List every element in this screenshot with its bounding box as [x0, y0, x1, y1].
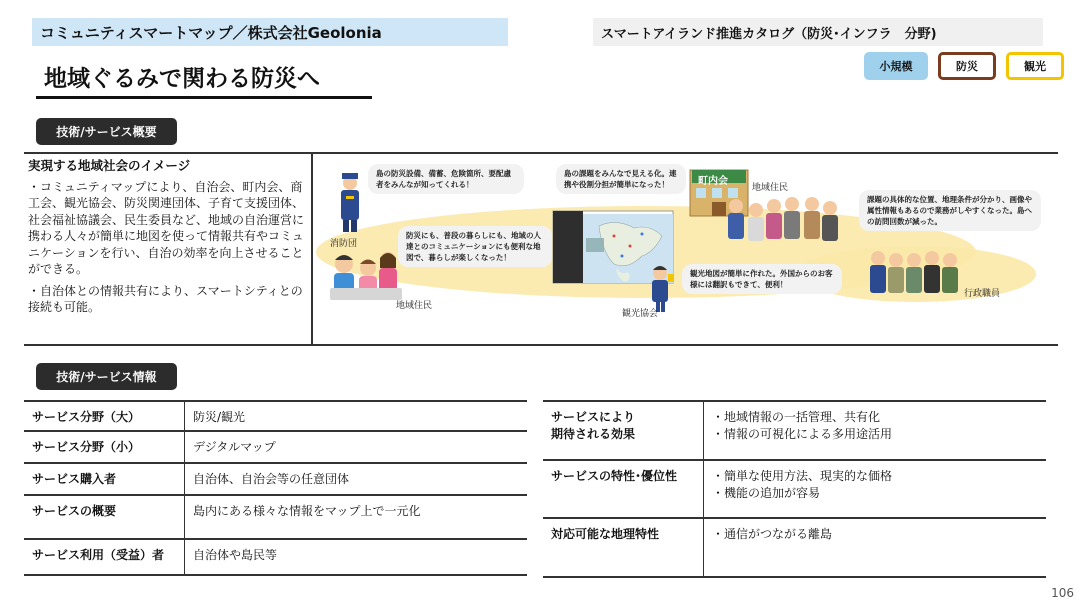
fire-brigade-label: 消防団 — [330, 239, 358, 249]
row-key: サービスの概要 — [32, 504, 117, 518]
town-hall-sign: 町内会 — [698, 176, 728, 187]
row-key: サービス分野（小） — [32, 440, 141, 454]
table-row — [24, 464, 527, 494]
info-section-label: 技術/サービス情報 — [36, 363, 177, 390]
row-key: サービス分野（大） — [32, 410, 141, 424]
firefighter-figure — [341, 173, 359, 232]
overview-heading: 実現する地域社会のイメージ — [28, 158, 191, 173]
row-value: 自治体、自治会等の任意団体 — [184, 464, 527, 495]
tag-small-scale: 小規模 — [864, 52, 928, 80]
speech-bubble: 島の防災設備、備蓄、危険箇所、要配慮者をみんなが知ってくれる！ — [368, 164, 524, 194]
row-key: サービスの特性･優位性 — [551, 469, 678, 483]
overview-bullet: ・コミュニティマップにより、自治会、町内会、商工会、観光協会、防災関連団体、子育て支援団体、社会福祉協議会、民生委員など、地域の自治運営に携わる人々が簡単に地図を使って情報共有やコミュニケーションを行い、自治の効率を向上させることができる。 — [28, 179, 305, 276]
tag-disaster-prevention: 防災 — [938, 52, 996, 80]
row-value: ・地域情報の一括管理、共有化 ・情報の可視化による多用途活用 — [703, 402, 1046, 459]
tag-tourism: 観光 — [1006, 52, 1064, 80]
row-value: デジタルマップ — [184, 432, 527, 463]
row-value: 島内にある様々な情報をマップ上で一元化 — [184, 496, 527, 538]
row-key: サービス利用（受益）者 — [32, 548, 165, 562]
row-key: 対応可能な地理特性 — [551, 527, 660, 541]
row-value: 自治体や島民等 — [184, 540, 527, 574]
page-title: 地域ぐるみで関わる防災へ — [44, 66, 320, 92]
overview-section-label: 技術/サービス概要 — [36, 118, 177, 145]
speech-bubble: 防災にも、普段の暮らしにも、地域の人達とのコミュニケーションにも便利な地図で、暮らしが楽しくなった！ — [398, 226, 552, 267]
table-row — [543, 402, 1046, 459]
table-row — [543, 461, 1046, 517]
page-number: 106 — [1051, 586, 1074, 600]
service-info-table-left — [24, 400, 527, 576]
company-banner: コミュニティスマートマップ／株式会社Geolonia — [32, 18, 508, 46]
table-row — [543, 519, 1046, 576]
row-value: 防災/観光 — [184, 402, 527, 432]
table-row — [24, 540, 527, 574]
row-value: ・通信がつながる離島 — [703, 519, 1046, 576]
tourism-association-label: 観光協会 — [622, 309, 659, 319]
table-row — [24, 496, 527, 538]
overview-top-rule — [24, 152, 1058, 154]
officials-label: 行政職員 — [964, 289, 1001, 299]
residents-top-label: 地域住民 — [752, 183, 789, 193]
overview-bullet: ・自治体との情報共有により、スマートシティとの接続も可能。 — [28, 283, 303, 314]
overview-divider — [311, 152, 313, 346]
concept-illustration — [316, 156, 1056, 342]
residents-left-label: 地域住民 — [396, 301, 433, 311]
overview-bottom-rule — [24, 344, 1058, 346]
title-underline — [36, 96, 372, 99]
speech-bubble: 観光地図が簡単に作れた。外国からのお客様には翻訳もできて、便利！ — [682, 264, 842, 294]
overview-text — [28, 158, 310, 321]
table-row — [24, 402, 527, 430]
row-value: ・簡単な使用方法、現実的な価格 ・機能の追加が容易 — [703, 461, 1046, 517]
officials-figures — [870, 251, 958, 293]
row-key: サービスにより 期待される効果 — [551, 410, 636, 441]
service-info-table-right — [543, 400, 1046, 578]
speech-bubble: 島の課題をみんなで見える化。連携や役割分担が簡単になった！ — [556, 164, 686, 194]
row-key: サービス購入者 — [32, 472, 117, 486]
speech-bubble: 課題の具体的な位置、地理条件が分かり、画像や属性情報もあるので業務がしやすくなった。島への訪問回数が減った。 — [859, 190, 1041, 231]
catalog-title: スマートアイランド推進カタログ（防災･インフラ 分野) — [593, 18, 1043, 46]
table-row — [24, 432, 527, 462]
